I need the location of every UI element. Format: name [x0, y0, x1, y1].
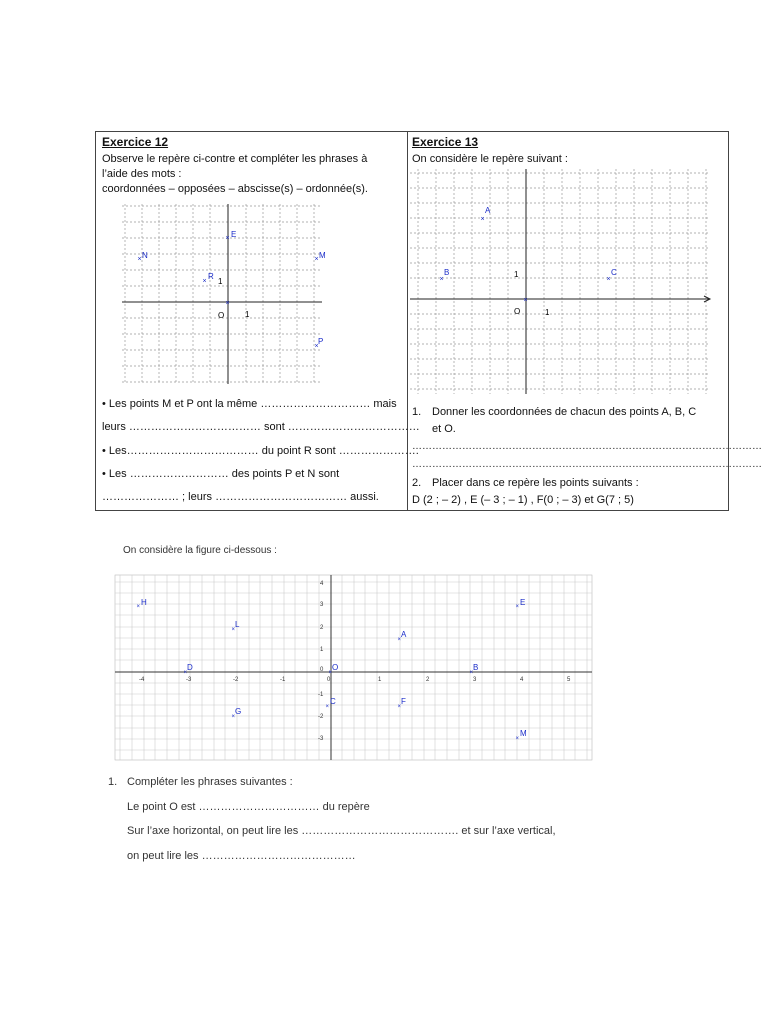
ex13-label-B: B	[444, 268, 450, 277]
question-line3: on peut lire les ……………………………………	[127, 850, 356, 862]
ex12-label-M: M	[319, 251, 326, 260]
fig-point-L-mark: ×	[231, 627, 236, 633]
ex12-point-O-mark: ×	[225, 300, 230, 307]
y-tick-3: 3	[320, 602, 324, 608]
ex12-intro-line2: l’aide des mots :	[102, 168, 182, 180]
ex13-point-O-mark: ×	[523, 297, 528, 304]
ex12-origin-label: O	[218, 311, 225, 320]
fig-label-A: A	[401, 630, 407, 639]
y-tick--2: -2	[318, 714, 324, 720]
ex13-answer-line1: ……………………………………………………………………………………………	[412, 441, 762, 452]
x-tick-2: 2	[426, 677, 430, 683]
ex12-point-P-mark: ×	[314, 343, 319, 350]
fig-point-D-mark: ×	[183, 670, 188, 676]
y-tick-2: 2	[320, 625, 324, 631]
fig-point-C-mark: ×	[325, 704, 330, 710]
ex13-q2-points: D (2 ; – 2) , E (– 3 ; – 1) , F(0 ; – 3) et G(7 ; 5)	[412, 494, 634, 506]
ex12-point-E-mark: ×	[225, 235, 230, 242]
y-tick--3: -3	[318, 736, 324, 742]
x-tick-5: 5	[567, 677, 571, 683]
ex13-intro: On considère le repère suivant :	[412, 153, 568, 165]
fig-label-H: H	[141, 598, 147, 607]
exercise-12	[96, 132, 420, 510]
ex13-graph	[410, 169, 722, 394]
question-line1: Le point O est …………………………… du repère	[127, 801, 370, 813]
y-tick--1: -1	[318, 692, 324, 698]
fig-label-F: F	[401, 697, 406, 706]
y-tick-1: 1	[320, 647, 324, 653]
fig-label-O: O	[332, 663, 339, 672]
exercise-13-title: Exercice 13	[412, 135, 479, 149]
ex12-label-N: N	[142, 251, 148, 260]
figure-intro: On considère la figure ci-dessous :	[123, 545, 277, 556]
ex13-q2-text: Placer dans ce repère les points suivants :	[432, 477, 639, 489]
fig-point-B-mark: ×	[469, 670, 474, 676]
ex13-q2-number: 2.	[412, 477, 422, 489]
ex13-point-A-mark: ×	[480, 216, 485, 223]
ex12-grid	[122, 204, 322, 384]
fig-label-G: G	[235, 707, 242, 716]
ex12-sentence1b: leurs ……………………………… sont ………………………………	[102, 421, 420, 433]
fig-label-M: M	[520, 729, 527, 738]
ex13-answer-line2: ……………………………………………………………………………………………	[412, 459, 762, 470]
ex13-unit-y: 1	[514, 270, 519, 279]
ex13-point-C-mark: ×	[606, 276, 611, 283]
ex12-unit-y: 1	[218, 277, 223, 286]
x-tick-3: 3	[473, 677, 477, 683]
fig-point-O-mark: ×	[328, 670, 333, 676]
x-tick-4: 4	[520, 677, 524, 683]
ex12-sentence3b: ………………… ; leurs ……………………………… aussi.	[102, 491, 379, 503]
ex12-unit-x: 1	[245, 310, 250, 319]
ex12-graph	[122, 204, 326, 384]
y-tick-4: 4	[320, 581, 324, 587]
fig-label-L: L	[235, 620, 240, 629]
figure-graph	[115, 575, 592, 760]
ex13-label-A: A	[485, 206, 491, 215]
exercise-13	[408, 132, 762, 510]
x-tick-1: 1	[378, 677, 382, 683]
question-line2: Sur l’axe horizontal, on peut lire les ……………………………………. et sur l’axe vertical,	[127, 825, 556, 837]
fig-label-B: B	[473, 663, 479, 672]
ex13-origin-label: O	[514, 307, 521, 316]
x-tick--4: -4	[139, 677, 145, 683]
fig-label-C: C	[330, 697, 336, 706]
y-tick-0: 0	[320, 667, 324, 673]
ex12-label-R: R	[208, 272, 214, 281]
ex13-unit-x: 1	[545, 308, 550, 317]
ex13-q1-number: 1.	[412, 406, 422, 418]
ex12-sentence2: • Les……………………………… du point R sont ………………….	[102, 445, 419, 457]
exercise-table	[95, 131, 762, 511]
figure-x-ticks	[139, 677, 571, 683]
figure-point-labels	[141, 598, 527, 738]
fig-point-A-mark: ×	[397, 637, 402, 643]
ex13-q1-line1: Donner les coordonnées de chacun des points A, B, C	[432, 406, 697, 418]
ex12-sentence1a: • Les points M et P ont la même ………………………… mais	[102, 398, 397, 410]
question-number: 1.	[108, 776, 118, 788]
question-title: Compléter les phrases suivantes :	[127, 776, 293, 788]
exercise-12-title: Exercice 12	[102, 135, 169, 149]
ex12-sentence3a: • Les ……………………… des points P et N sont	[102, 468, 340, 480]
ex12-label-P: P	[318, 337, 324, 346]
fig-point-M-mark: ×	[515, 736, 520, 742]
ex13-q1-line2: et O.	[432, 423, 456, 435]
fig-point-G-mark: ×	[231, 714, 236, 720]
x-tick--2: -2	[233, 677, 239, 683]
ex12-point-R-mark: ×	[202, 278, 207, 285]
ex12-words: coordonnées – opposées – abscisse(s) – ordonnée(s).	[102, 183, 368, 195]
fig-point-F-mark: ×	[397, 704, 402, 710]
ex12-intro-line1: Observe le repère ci-contre et compléter les phrases à	[102, 153, 368, 165]
fig-point-H-mark: ×	[136, 604, 141, 610]
ex12-point-N-mark: ×	[137, 256, 142, 263]
ex12-label-E: E	[231, 230, 237, 239]
ex13-point-B-mark: ×	[439, 276, 444, 283]
x-tick--1: -1	[280, 677, 286, 683]
ex13-label-C: C	[611, 268, 617, 277]
fig-point-E-mark: ×	[515, 604, 520, 610]
ex12-point-M-mark: ×	[314, 256, 319, 263]
fig-label-D: D	[187, 663, 193, 672]
fig-label-E: E	[520, 598, 526, 607]
x-tick-0: 0	[327, 677, 331, 683]
x-tick--3: -3	[186, 677, 192, 683]
